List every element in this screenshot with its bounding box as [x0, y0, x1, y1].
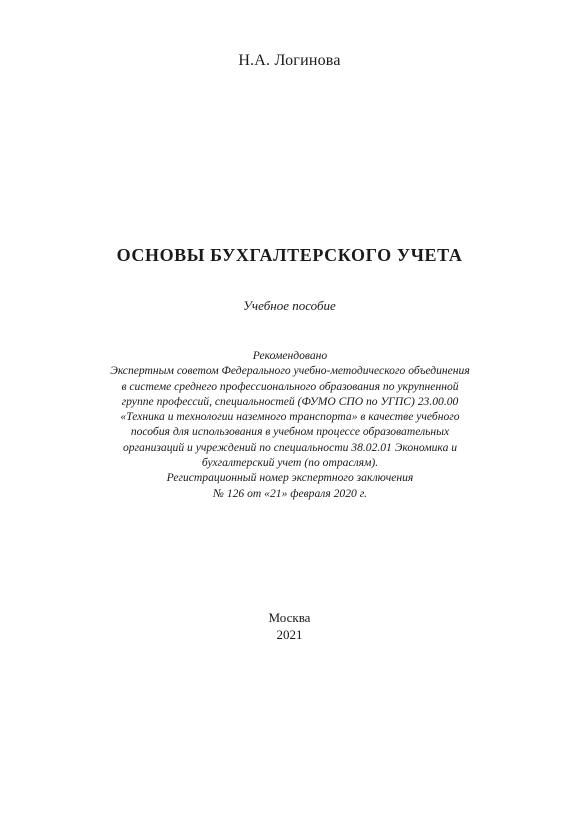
publication-year: 2021 — [276, 627, 303, 642]
recommendation-line: «Техника и технологии наземного транспорта» в качестве учебного — [120, 410, 460, 424]
recommendation-line: организаций и учреждений по специальности 38.02.01 Экономика и — [122, 440, 458, 454]
recommendation-line: группе профессий, специальностей (ФУМО СПО по УГПС) 23.00.00 — [121, 394, 459, 408]
registration-label: Регистрационный номер экспертного заключения — [166, 471, 414, 485]
recommendation-heading: Рекомендовано — [252, 349, 328, 362]
recommendation-line: Экспертным советом Федерального учебно-методического объединения — [110, 364, 470, 378]
book-subtitle: Учебное пособие — [243, 298, 336, 313]
recommendation-line: пособия для использования в учебном процессе образовательных — [130, 425, 450, 439]
author-name: Н.А. Логинова — [238, 52, 341, 69]
recommendation-line: бухгалтерский учет (по отраслям). — [201, 456, 379, 470]
recommendation-line: в системе среднего профессионального образования по укрупненной — [121, 379, 459, 393]
recommendation-block — [55, 348, 525, 501]
registration-number: № 126 от «21» февраля 2020 г. — [213, 486, 367, 500]
book-title: ОСНОВЫ БУХГАЛТЕРСКОГО УЧЕТА — [116, 245, 463, 265]
publication-city: Москва — [268, 610, 311, 625]
imprint — [0, 609, 579, 643]
